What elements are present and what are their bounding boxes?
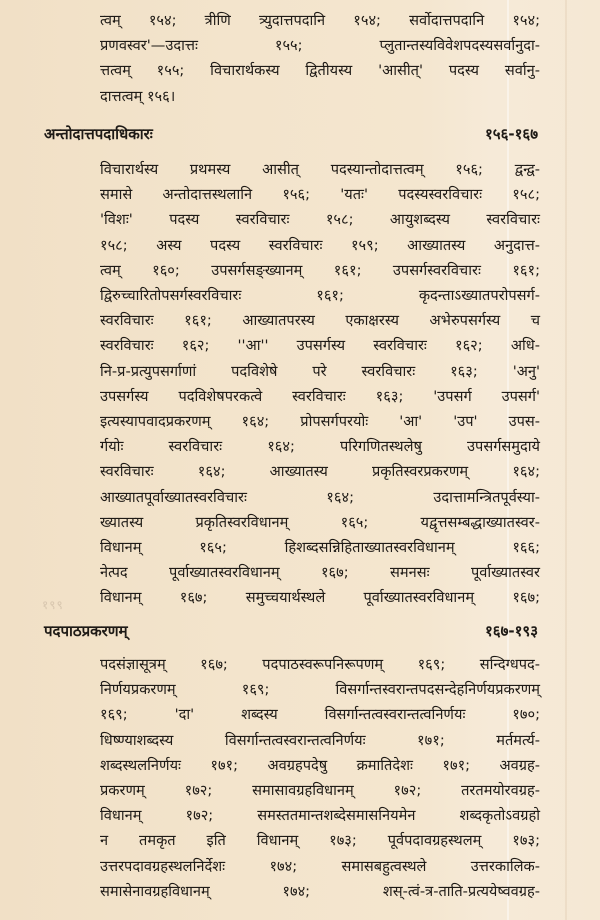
section-page-range: १६७-१९३ (484, 622, 538, 640)
text-line: १५८; अस्य पदस्य स्वरविचारः १५९; आख्यातस्य अनुदात्त- (100, 236, 540, 254)
text-line: त्तत्वम् १५५; विचारार्थकस्य द्वितीयस्य 'आसीत्' पदस्य सर्वानु- (100, 62, 540, 80)
text-line: निर्णयप्रकरणम् १६९; विसर्गान्तस्वरान्तपदसन्देहनिर्णयप्रकरणम् (100, 681, 540, 699)
text-line: विचारार्थस्य प्रथमस्य आसीत् पदस्यान्तोदात्तत्वम् १५६; द्वन्द्व- (100, 161, 540, 178)
section-heading (44, 124, 538, 144)
text-line: समासे अन्तोदात्तस्थलानि १५६; 'यतः' पदस्यस्वरविचारः १५८; (100, 186, 540, 204)
page-fold-line (565, 0, 567, 920)
text-line: ख्यातस्य प्रकृतिस्वरविधानम् १६५; यद्वृत्तसम्बद्धाख्यातस्वर- (100, 513, 540, 531)
text-line: समासेनावग्रहविधानम् १७४; शस्-त्वं-त्र-ताति-प्रत्ययेष्ववग्रह- (100, 882, 540, 900)
text-line: विधानम् १६५; हिशब्दसन्निहिताख्यातस्वरविधानम् १६६; (100, 539, 540, 557)
text-line: १६९; 'दा' शब्दस्य विसर्गान्तत्वस्वरान्तत्वनिर्णयः १७०; (100, 706, 540, 724)
text-line: इत्यस्यापवादप्रकरणम् १६४; प्रोपसर्गपरयोः 'आ' 'उप' उपस- (100, 413, 540, 431)
section-title: अन्तोदात्तपदाधिकारः (44, 125, 153, 143)
text-line: विधानम् १६७; समुच्चयार्थस्थले पूर्वाख्यातस्वरविधानम् १६७; (100, 589, 540, 607)
intro-paragraph (100, 8, 540, 109)
section-paragraph (100, 157, 540, 611)
text-line: उत्तरपदावग्रहस्थलनिर्देशः १७४; समासबहुत्वस्थले उत्तरकालिक- (100, 857, 540, 875)
text-line: प्रणवस्वर'—उदात्तः १५५; प्लुतान्तस्यविवेशपदस्यसर्वानुदा- (100, 37, 540, 55)
text-line: र्गयोः स्वरविचारः १६४; परिगणितस्थलेषु उपसर्गसमुदाये (100, 438, 540, 456)
text-line: शब्दस्थलनिर्णयः १७१; अवग्रहपदेषु क्रमातिदेशः १७१; अवग्रह- (100, 756, 540, 774)
text-line: न तमकृत इति विधानम् १७३; पूर्वपदावग्रहस्थलम् १७३; (100, 832, 540, 850)
text-line: आख्यातपूर्वाख्यातस्वरविचारः १६४; उदात्तामन्त्रितपूर्वस्या- (100, 488, 540, 506)
text-line: स्वरविचारः १६२; ''आ'' उपसर्गस्य स्वरविचारः १६२; अधि- (100, 337, 540, 355)
section-paragraph (100, 652, 540, 904)
text-line: विधानम् १७२; समस्ततमान्तशब्देसमासनियमेन शब्दकृतोऽवग्रहो (100, 807, 540, 825)
text-line: स्वरविचारः १६४; आख्यातस्य प्रकृतिस्वरप्रकरणम् १६४; (100, 463, 540, 481)
text-line: स्वरविचारः १६१; आख्यातपरस्य एकाक्षरस्य अभेरुपसर्गस्य च (100, 312, 540, 330)
section-title: पदपाठप्रकरणम् (44, 622, 128, 640)
text-line: धिष्ण्याशब्दस्य विसर्गान्तत्वस्वरान्तत्वनिर्णयः १७१; मर्तमर्त्य- (100, 731, 540, 749)
text-line: नेत्पद पूर्वाख्यातस्वरविधानम् १६७; समनसः पूर्वाख्यातस्वर (100, 564, 540, 582)
text-line: प्रकरणम् १७२; समासावग्रहविधानम् १७२; तरतमयोरवग्रह- (100, 782, 540, 800)
text-line: पदसंज्ञासूत्रम् १६७; पदपाठस्वरूपनिरूपणम् १६९; सन्दिग्धपद- (100, 656, 540, 673)
text-line: त्वम् १५४; त्रीणि त्र्युदात्तपदानि १५४; सर्वोदात्तपदानि १५४; (100, 12, 540, 29)
section-heading (44, 621, 538, 641)
text-line: 'विशः' पदस्य स्वरविचारः १५८; आयुशब्दस्य स्वरविचारः (100, 211, 540, 229)
text-line: द्विरुच्चारितोपसर्गस्वरविचारः १६१; कृदन्ताऽख्यातपरोपसर्ग- (100, 287, 540, 305)
bleed-through-text: १९९ (42, 598, 64, 612)
section-page-range: १५६-१६७ (484, 125, 538, 143)
text-line: त्वम् १६०; उपसर्गसङ्ख्यानम् १६१; उपसर्गस्वरविचारः १६१; (100, 261, 540, 279)
text-line: दात्तत्वम् १५६। (100, 87, 176, 105)
text-line: नि-प्र-प्रत्युपसर्गाणां पदविशेषे परे स्वरविचारः १६३; 'अनु' (100, 362, 540, 380)
text-line: उपसर्गस्य पदविशेषपरकत्वे स्वरविचारः १६३; 'उपसर्ग उपसर्ग' (100, 387, 540, 405)
